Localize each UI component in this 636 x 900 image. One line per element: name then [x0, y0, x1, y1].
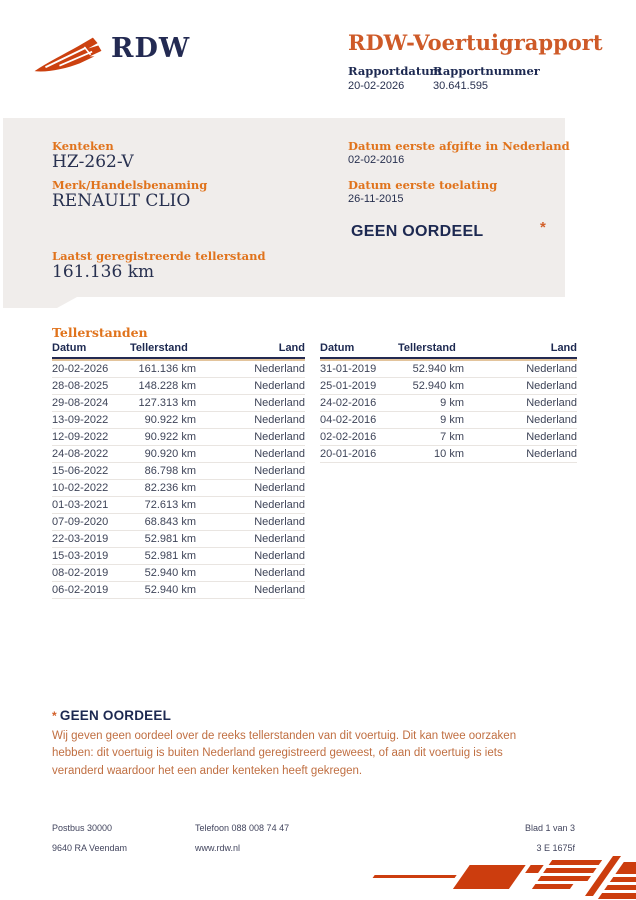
cell-tellerstand: 52.981 km	[144, 550, 196, 562]
cell-tellerstand: 52.940 km	[412, 380, 464, 392]
cell-land: Nederland	[254, 380, 305, 392]
cell-land: Nederland	[526, 363, 577, 375]
table-row	[52, 378, 305, 395]
table-row	[52, 582, 305, 599]
toelating-label: Datum eerste toelating	[348, 178, 498, 192]
note-heading-text: GEEN OORDEEL	[59, 708, 172, 723]
cell-datum: 02-02-2016	[320, 431, 377, 443]
cell-datum: 04-02-2016	[320, 414, 377, 426]
table-row	[52, 480, 305, 497]
cell-datum: 12-09-2022	[52, 431, 109, 443]
footer-meta	[380, 818, 575, 858]
cell-datum: 08-02-2019	[52, 567, 109, 579]
cell-datum: 29-08-2024	[52, 397, 109, 409]
cell-datum: 25-01-2019	[320, 380, 377, 392]
table-row	[52, 429, 305, 446]
table-row	[52, 514, 305, 531]
cell-datum: 24-02-2016	[320, 397, 377, 409]
column-header-land: Land	[278, 342, 305, 354]
table-row	[320, 361, 577, 378]
table-row	[52, 497, 305, 514]
cell-tellerstand: 52.940 km	[144, 584, 196, 596]
cell-tellerstand: 52.981 km	[144, 533, 196, 545]
table-row	[52, 463, 305, 480]
table-header	[52, 342, 305, 359]
cell-datum: 28-08-2025	[52, 380, 109, 392]
table-row	[52, 395, 305, 412]
cell-land: Nederland	[254, 448, 305, 460]
cell-land: Nederland	[526, 397, 577, 409]
cell-datum: 15-03-2019	[52, 550, 109, 562]
cell-land: Nederland	[254, 533, 305, 545]
footer-phone: Telefoon 088 008 74 47	[195, 823, 290, 833]
cell-datum: 01-03-2021	[52, 499, 109, 511]
cell-land: Nederland	[254, 465, 305, 477]
cell-land: Nederland	[254, 363, 305, 375]
footer-city: 9640 RA Veendam	[52, 843, 128, 853]
column-header-land: Land	[550, 342, 577, 354]
tellerstand-label: Laatst geregistreerde tellerstand	[52, 249, 266, 263]
cell-tellerstand: 72.613 km	[144, 499, 196, 511]
cell-land: Nederland	[526, 380, 577, 392]
column-header-datum: Datum	[320, 342, 355, 354]
note-body-text: Wij geven geen oordeel over de reeks tellerstanden van dit voertuig. Dit kan twee oorzaken hebben: dit voertuig is buiten Nederland geregistreerd geweest, of aan dit voertuig is iets veranderd waardoor het een ander kenteken heeft gekregen.	[52, 730, 517, 777]
cell-land: Nederland	[526, 414, 577, 426]
cell-land: Nederland	[254, 414, 305, 426]
cell-tellerstand: 10 km	[434, 448, 464, 460]
cell-tellerstand: 86.798 km	[144, 465, 196, 477]
cell-tellerstand: 9 km	[440, 397, 464, 409]
table-row	[52, 361, 305, 378]
cell-tellerstand: 127.313 km	[138, 397, 196, 409]
tellerstanden-table-left	[52, 342, 305, 599]
kenteken-label: Kenteken	[52, 139, 114, 153]
report-date-value: 20-02-2026	[348, 80, 405, 92]
cell-tellerstand: 148.228 km	[138, 380, 196, 392]
table-row	[320, 412, 577, 429]
table-header	[320, 342, 577, 359]
table-row	[52, 531, 305, 548]
afgifte-value: 02-02-2016	[348, 154, 405, 166]
cell-land: Nederland	[254, 550, 305, 562]
table-row	[320, 378, 577, 395]
cell-tellerstand: 82.236 km	[144, 482, 196, 494]
panel-tail-decoration	[3, 297, 77, 308]
cell-datum: 22-03-2019	[52, 533, 109, 545]
cell-datum: 13-09-2022	[52, 414, 109, 426]
table-row	[52, 548, 305, 565]
cell-land: Nederland	[254, 499, 305, 511]
logo-wordmark: RDW	[111, 33, 191, 64]
report-date-label: Rapportdatum	[348, 64, 442, 78]
cell-tellerstand: 90.922 km	[144, 414, 196, 426]
footer-page-number: Blad 1 van 3	[524, 823, 575, 833]
table-row	[320, 446, 577, 463]
footer-form-code: 3 E 1675f	[536, 843, 575, 853]
table-row	[52, 446, 305, 463]
footer-postbus: Postbus 30000	[52, 823, 113, 833]
table-row	[52, 412, 305, 429]
cell-tellerstand: 161.136 km	[138, 363, 196, 375]
cell-land: Nederland	[526, 431, 577, 443]
cell-datum: 06-02-2019	[52, 584, 109, 596]
tellerstand-value: 161.136 km	[52, 262, 155, 282]
table-row	[320, 395, 577, 412]
report-number-value: 30.641.595	[433, 80, 489, 92]
cell-land: Nederland	[254, 584, 305, 596]
report-number-label: Rapportnummer	[433, 64, 540, 78]
page-title: RDW-Voertuigrapport	[348, 30, 603, 55]
footer-address	[52, 818, 127, 858]
toelating-value: 26-11-2015	[348, 193, 404, 205]
cell-land: Nederland	[254, 431, 305, 443]
cell-land: Nederland	[254, 567, 305, 579]
cell-land: Nederland	[254, 397, 305, 409]
column-header-tellerstand: Tellerstand	[130, 342, 188, 354]
table-row	[320, 429, 577, 446]
footer-contact	[195, 818, 289, 858]
rdw-logo-icon	[33, 30, 103, 78]
footer-website: www.rdw.nl	[195, 843, 241, 853]
cell-datum: 20-02-2026	[52, 363, 109, 375]
cell-datum: 10-02-2022	[52, 482, 109, 494]
column-header-tellerstand: Tellerstand	[398, 342, 456, 354]
column-header-datum: Datum	[52, 342, 87, 354]
note-asterisk: *	[52, 709, 57, 723]
cell-land: Nederland	[526, 448, 577, 460]
cell-tellerstand: 7 km	[440, 431, 464, 443]
table-row	[52, 565, 305, 582]
oordeel-asterisk: *	[540, 219, 546, 236]
rdw-stripes-motif-icon	[366, 856, 636, 900]
merk-value: RENAULT CLIO	[52, 191, 191, 211]
afgifte-label: Datum eerste afgifte in Nederland	[348, 139, 570, 153]
cell-tellerstand: 9 km	[440, 414, 464, 426]
note-heading	[52, 708, 171, 723]
cell-tellerstand: 90.920 km	[144, 448, 196, 460]
cell-tellerstand: 52.940 km	[144, 567, 196, 579]
oordeel-status: GEEN OORDEEL	[351, 223, 484, 240]
cell-land: Nederland	[254, 482, 305, 494]
cell-datum: 24-08-2022	[52, 448, 109, 460]
cell-datum: 15-06-2022	[52, 465, 109, 477]
cell-tellerstand: 90.922 km	[144, 431, 196, 443]
cell-tellerstand: 52.940 km	[412, 363, 464, 375]
merk-label: Merk/Handelsbenaming	[52, 178, 208, 192]
kenteken-value: HZ-262-V	[52, 152, 134, 172]
tellerstanden-title: Tellerstanden	[52, 325, 148, 340]
tellerstanden-table-right	[320, 342, 577, 463]
cell-land: Nederland	[254, 516, 305, 528]
cell-datum: 20-01-2016	[320, 448, 377, 460]
cell-datum: 07-09-2020	[52, 516, 109, 528]
cell-tellerstand: 68.843 km	[144, 516, 196, 528]
cell-datum: 31-01-2019	[320, 363, 377, 375]
